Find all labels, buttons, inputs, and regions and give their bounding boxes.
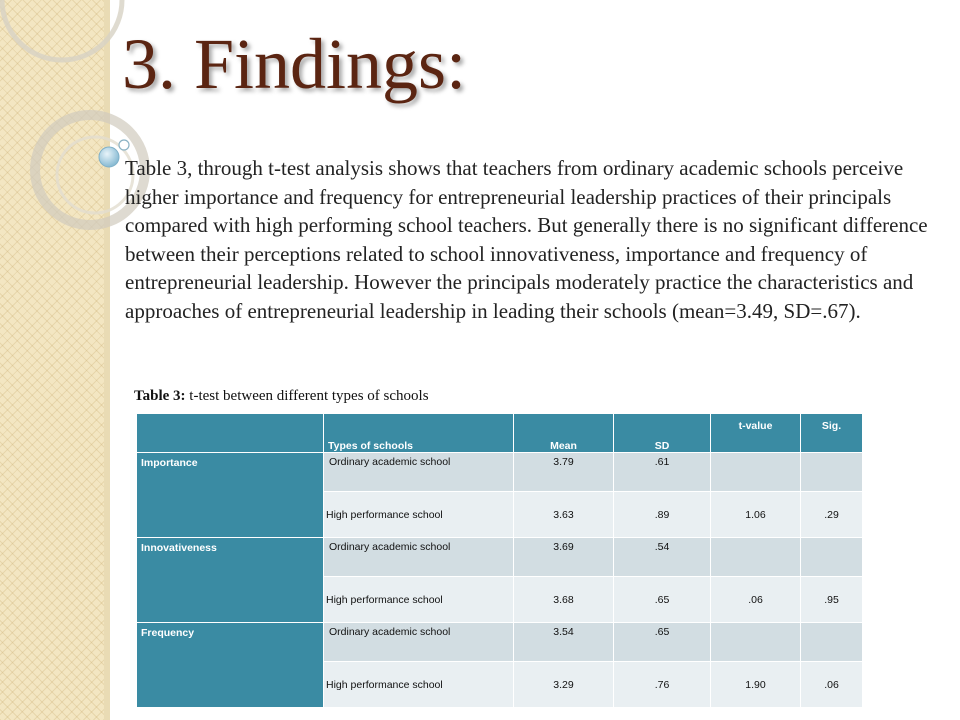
- t-value-cell: [711, 538, 801, 577]
- header-mean: Mean: [514, 414, 614, 453]
- table-row: [137, 453, 863, 492]
- t-value-cell: 1.06: [711, 492, 801, 538]
- school-cell: Ordinary academic school: [324, 623, 514, 662]
- school-cell: High performance school: [324, 662, 514, 708]
- sig-cell: [801, 538, 863, 577]
- group-label-importance: Importance: [137, 453, 324, 538]
- school-cell: Ordinary academic school: [324, 538, 514, 577]
- group-label-innovativeness: Innovativeness: [137, 538, 324, 623]
- t-value-cell: [711, 623, 801, 662]
- header-types: Types of schools: [324, 414, 514, 453]
- sig-cell: [801, 453, 863, 492]
- caption-text: t-test between different types of schools: [185, 388, 429, 404]
- school-cell: High performance school: [324, 492, 514, 538]
- findings-paragraph: Table 3, through t-test analysis shows that teachers from ordinary academic schools perceive higher importance and frequency for entrepreneurial leadership practices of their principals compared with high performing school teachers. But generally there is no significant difference between their perceptions related to school innovativeness, importance and frequency of entrepreneurial leadership. However the principals moderately practice the characteristics and approaches of entrepreneurial leadership in leading their schools (mean=3.49, SD=.67).: [125, 156, 928, 323]
- header-sig: Sig.: [801, 414, 863, 453]
- table-row: [137, 538, 863, 577]
- sd-cell: .65: [614, 623, 711, 662]
- t-value-cell: .06: [711, 577, 801, 623]
- school-cell: Ordinary academic school: [324, 453, 514, 492]
- slide-title: 3. Findings:: [122, 24, 467, 104]
- table-caption: [134, 388, 429, 405]
- school-cell: High performance school: [324, 577, 514, 623]
- bullet-bubble-icon: [99, 147, 119, 167]
- caption-label: Table 3:: [134, 388, 186, 404]
- sd-cell: .61: [614, 453, 711, 492]
- mean-cell: 3.29: [514, 662, 614, 708]
- mean-cell: 3.68: [514, 577, 614, 623]
- sd-cell: .76: [614, 662, 711, 708]
- sd-cell: .65: [614, 577, 711, 623]
- table-row: [137, 623, 863, 662]
- table-header-row: [137, 414, 863, 453]
- small-bubble-icon: [119, 140, 129, 150]
- group-label-frequency: Frequency: [137, 623, 324, 708]
- sig-cell: .95: [801, 577, 863, 623]
- t-value-cell: [711, 453, 801, 492]
- sig-cell: .06: [801, 662, 863, 708]
- mean-cell: 3.54: [514, 623, 614, 662]
- t-value-cell: 1.90: [711, 662, 801, 708]
- sig-cell: .29: [801, 492, 863, 538]
- mean-cell: 3.79: [514, 453, 614, 492]
- header-t-value: t-value: [711, 414, 801, 453]
- mean-cell: 3.63: [514, 492, 614, 538]
- header-sd: SD: [614, 414, 711, 453]
- header-empty: [137, 414, 324, 453]
- ring-top: [2, 0, 122, 60]
- sd-cell: .54: [614, 538, 711, 577]
- mean-cell: 3.69: [514, 538, 614, 577]
- sd-cell: .89: [614, 492, 711, 538]
- results-table: [136, 413, 863, 708]
- sig-cell: [801, 623, 863, 662]
